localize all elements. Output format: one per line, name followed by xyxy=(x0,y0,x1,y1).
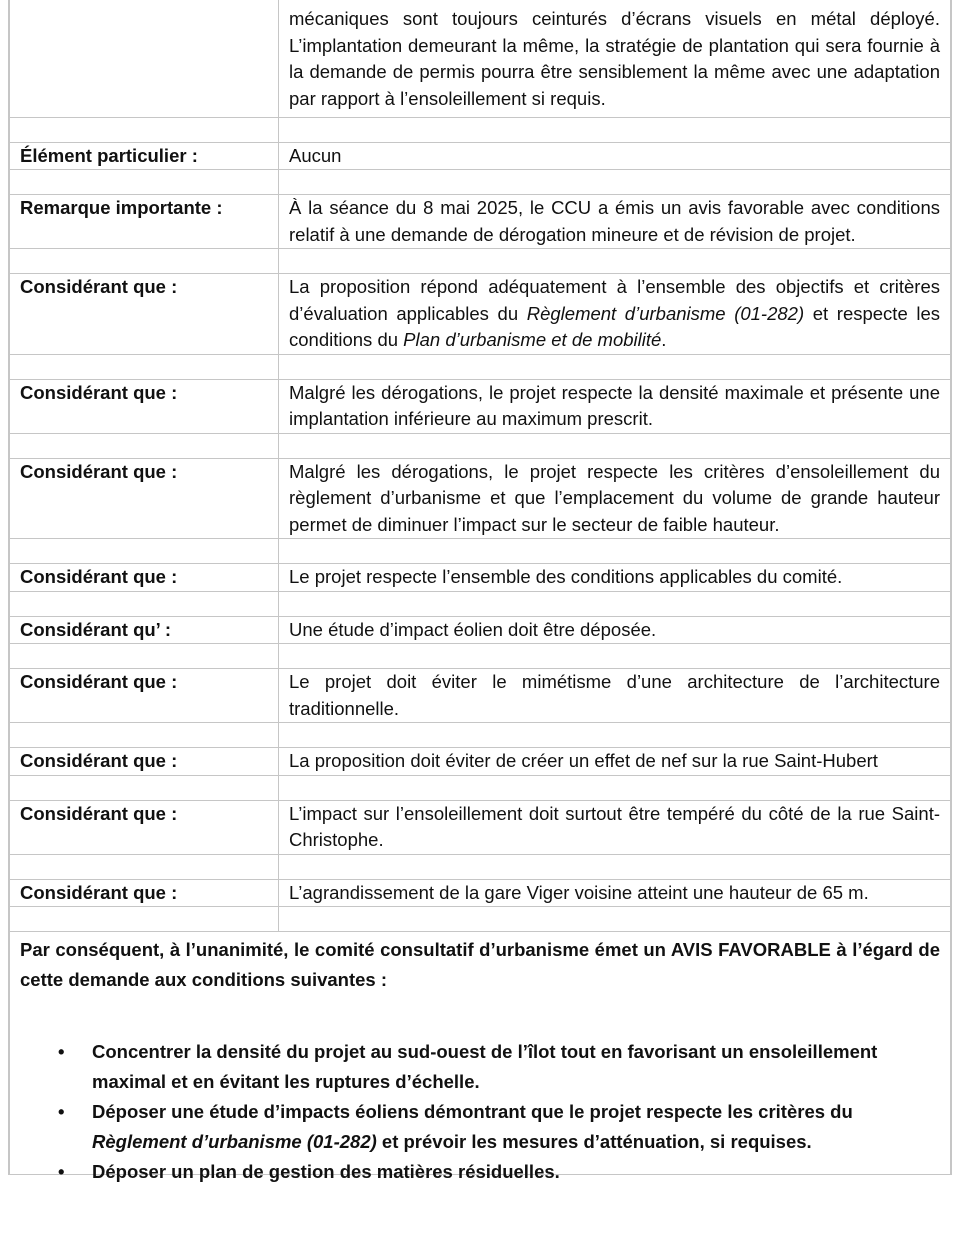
table-row xyxy=(10,564,951,592)
label-cell: Considérant qu’ : xyxy=(10,616,279,644)
label-cell: Considérant que : xyxy=(10,800,279,854)
conclusion-block xyxy=(9,932,951,1182)
label-cell: Considérant que : xyxy=(10,458,279,539)
label-cell: Considérant que : xyxy=(10,564,279,592)
value-cell: mécaniques sont toujours ceinturés d’écrans visuels en métal déployé. L’implantation demeurant la même, la stratégie de plantation qui sera fournie à la demande de permis pourra être sensiblement la même avec une adaptation par rapport à l’ensoleillement si requis. xyxy=(279,0,951,117)
table-row xyxy=(10,669,951,723)
conditions-table xyxy=(9,0,951,932)
value-cell: Le projet respecte l’ensemble des conditions applicables du comité. xyxy=(279,564,951,592)
value-cell xyxy=(279,274,951,355)
value-cell: Malgré les dérogations, le projet respecte les critères d’ensoleillement du règlement d’urbanisme et que l’emplacement du volume de grande hauteur permet de diminuer l’impact sur le secteur de faible hauteur. xyxy=(279,458,951,539)
spacer-row xyxy=(10,591,951,616)
text-run: La proposition répond adéquatement à l’ensemble des objectifs et critères d’évaluation applicables du xyxy=(289,276,940,324)
label-cell: Considérant que : xyxy=(10,379,279,433)
value-cell: La proposition doit éviter de créer un effet de nef sur la rue Saint-Hubert xyxy=(279,748,951,776)
value-cell: L’agrandissement de la gare Viger voisine atteint une hauteur de 65 m. xyxy=(279,879,951,907)
conclusion-text: Par conséquent, à l’unanimité, le comité consultatif d’urbanisme émet un AVIS FAVORABLE à l’égard de cette demande aux conditions suivantes : xyxy=(20,939,940,990)
list-item xyxy=(58,1097,940,1157)
spacer-row xyxy=(10,539,951,564)
list-item xyxy=(58,1157,940,1187)
table-row xyxy=(10,195,951,249)
label-cell xyxy=(10,0,279,117)
text-run: et respecte les conditions du xyxy=(289,302,940,350)
value-cell: À la séance du 8 mai 2025, le CCU a émis un avis favorable avec conditions relatif à une demande de dérogation mineure et de révision de projet. xyxy=(279,195,951,249)
bullet-icon: • xyxy=(58,1161,65,1182)
document xyxy=(8,0,952,1182)
label-cell: Remarque importante : xyxy=(10,195,279,249)
table-row xyxy=(10,748,951,776)
label-cell: Considérant que : xyxy=(10,669,279,723)
regulation-title: Règlement d’urbanisme (01-282) xyxy=(92,1131,377,1152)
label-cell: Considérant que : xyxy=(10,274,279,355)
value-cell: Malgré les dérogations, le projet respecte la densité maximale et présente une implantation inférieure au maximum prescrit. xyxy=(279,379,951,433)
regulation-title: Règlement d’urbanisme (01-282) xyxy=(526,302,805,324)
value-cell: Une étude d’impact éolien doit être déposée. xyxy=(279,616,951,644)
bullet-icon: • xyxy=(58,1101,65,1122)
label-cell: Considérant que : xyxy=(10,748,279,776)
spacer-row xyxy=(10,249,951,274)
condition-text: Déposer un plan de gestion des matières résiduelles. xyxy=(92,1161,560,1182)
spacer-row xyxy=(10,907,951,932)
table-row xyxy=(10,458,951,539)
table-row xyxy=(10,379,951,433)
table-row xyxy=(10,879,951,907)
table-row xyxy=(10,800,951,854)
spacer-row xyxy=(10,117,951,142)
spacer-row xyxy=(10,170,951,195)
bullet-icon: • xyxy=(58,1041,65,1062)
condition-text: Déposer une étude d’impacts éoliens démontrant que le projet respecte les critères du xyxy=(92,1101,853,1122)
condition-text: et prévoir les mesures d’atténuation, si requises. xyxy=(376,1131,812,1152)
value-cell: L’impact sur l’ensoleillement doit surtout être tempéré du côté de la rue Saint-Christophe. xyxy=(279,800,951,854)
spacer-row xyxy=(10,775,951,800)
value-cell: Le projet doit éviter le mimétisme d’une architecture de l’architecture traditionnelle. xyxy=(279,669,951,723)
table-row xyxy=(10,0,951,117)
value-cell: Aucun xyxy=(279,142,951,170)
conditions-list xyxy=(20,1037,940,1187)
list-item xyxy=(58,1037,940,1097)
condition-text: Concentrer la densité du projet au sud-ouest de l’îlot tout en favorisant un ensoleillement maximal et en évitant les ruptures d’échelle. xyxy=(92,1041,878,1092)
spacer-row xyxy=(10,433,951,458)
plan-title: Plan d’urbanisme et de mobilité xyxy=(403,329,662,350)
label-cell: Considérant que : xyxy=(10,879,279,907)
label-cell: Élément particulier : xyxy=(10,142,279,170)
spacer-row xyxy=(10,644,951,669)
text-run: . xyxy=(661,329,667,350)
table-row xyxy=(10,616,951,644)
table-row xyxy=(10,142,951,170)
spacer-row xyxy=(10,354,951,379)
table-row xyxy=(10,274,951,355)
spacer-row xyxy=(10,723,951,748)
spacer-row xyxy=(10,854,951,879)
